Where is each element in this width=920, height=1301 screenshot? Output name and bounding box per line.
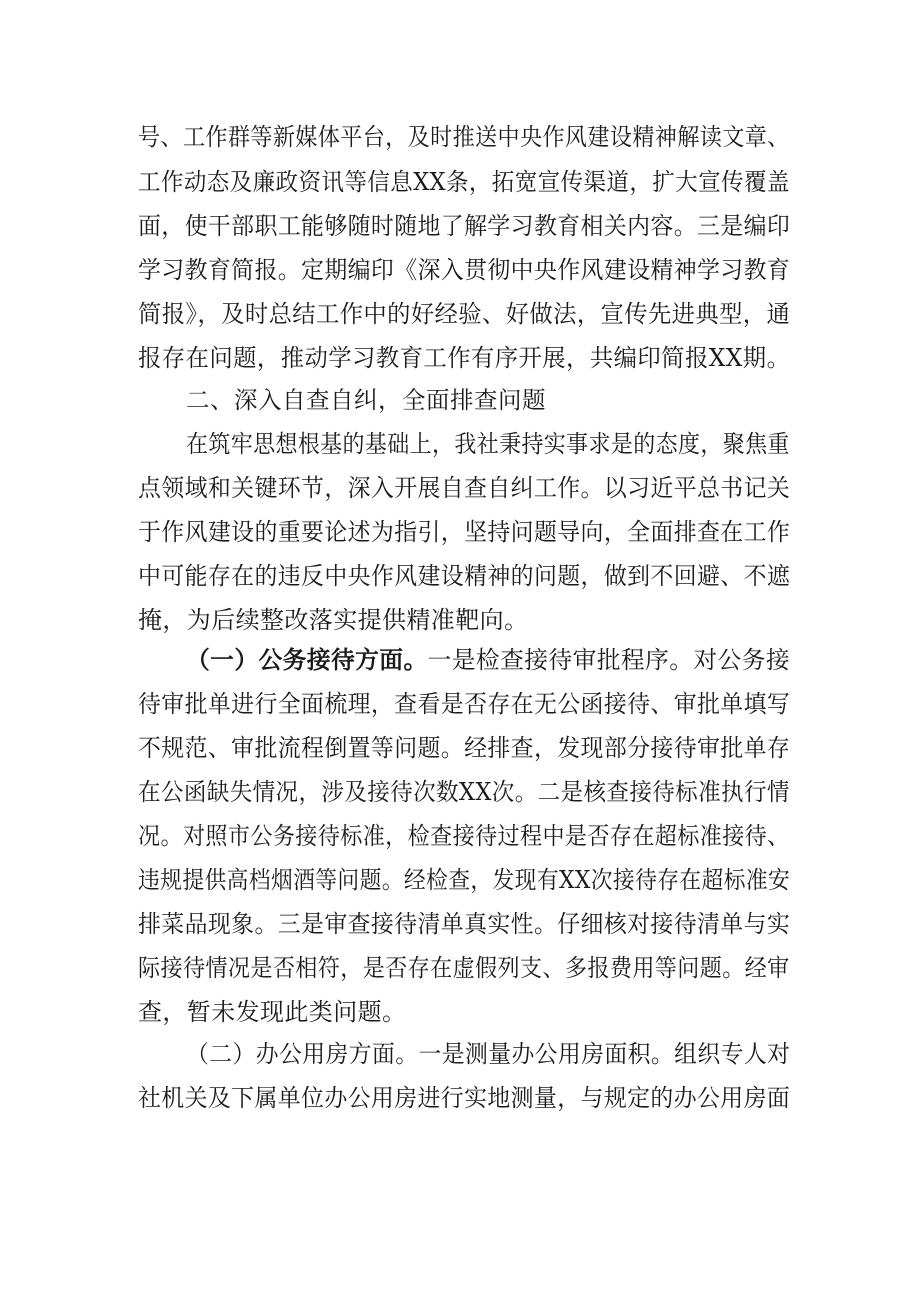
subsection-heading: （一）公务接待方面。 — [186, 646, 428, 674]
paragraph-line: 在筑牢思想根基的基础上，我社秉持实事求是的态度，聚焦重 — [186, 430, 790, 458]
paragraph-line: 报存在问题，推动学习教育工作有序开展，共编印简报XX期。 — [138, 344, 791, 372]
paragraph-line: 学习教育简报。定期编印《深入贯彻中央作风建设精神学习教育 — [138, 256, 791, 284]
paragraph-line: 违规提供高档烟酒等问题。经检查，发现有XX次接待存在超标准安 — [138, 866, 791, 894]
paragraph-line: 简报》，及时总结工作中的好经验、好做法，宣传先进典型，通 — [138, 300, 791, 328]
paragraph-line: 掩，为后续整改落实提供精准靶向。 — [138, 606, 529, 634]
paragraph-line: 点领域和关键环节，深入开展自查自纠工作。以习近平总书记关 — [138, 474, 791, 502]
paragraph-line: 社机关及下属单位办公用房进行实地测量，与规定的办公用房面 — [138, 1084, 791, 1112]
paragraph-line: 号、工作群等新媒体平台，及时推送中央作风建设精神解读文章、 — [138, 123, 790, 151]
paragraph-line: 于作风建设的重要论述为指引，坚持问题导向，全面排查在工作 — [138, 518, 791, 546]
paragraph-line: 待审批单进行全面梳理，查看是否存在无公函接待、审批单填写 — [138, 690, 791, 718]
paragraph-line: 面，使干部职工能够随时随地了解学习教育相关内容。三是编印 — [138, 212, 791, 240]
paragraph-line: 排菜品现象。三是审查接待清单真实性。仔细核对接待清单与实 — [138, 910, 791, 938]
paragraph-line: （二）办公用房方面。一是测量办公用房面积。组织专人对 — [186, 1040, 791, 1068]
paragraph-line: 工作动态及廉政资讯等信息XX条，拓宽宣传渠道，扩大宣传覆盖 — [138, 168, 790, 196]
subsection-text: 一是检查接待审批程序。对公务接 — [427, 646, 791, 674]
paragraph-line: 在公函缺失情况，涉及接待次数XX次。二是核查接待标准执行情 — [138, 778, 790, 806]
subsection-first-line — [186, 640, 790, 680]
paragraph-line: 中可能存在的违反中央作风建设精神的问题，做到不回避、不遮 — [138, 562, 791, 590]
section-heading: 二、深入自查自纠，全面排查问题 — [186, 386, 546, 414]
paragraph-line: 际接待情况是否相符，是否存在虚假列支、多报费用等问题。经审 — [138, 954, 790, 982]
paragraph-line: 查，暂未发现此类问题。 — [138, 998, 407, 1026]
paragraph-line: 况。对照市公务接待标准，检查接待过程中是否存在超标准接待、 — [138, 822, 790, 850]
paragraph-line: 不规范、审批流程倒置等问题。经排查，发现部分接待审批单存 — [138, 734, 791, 762]
